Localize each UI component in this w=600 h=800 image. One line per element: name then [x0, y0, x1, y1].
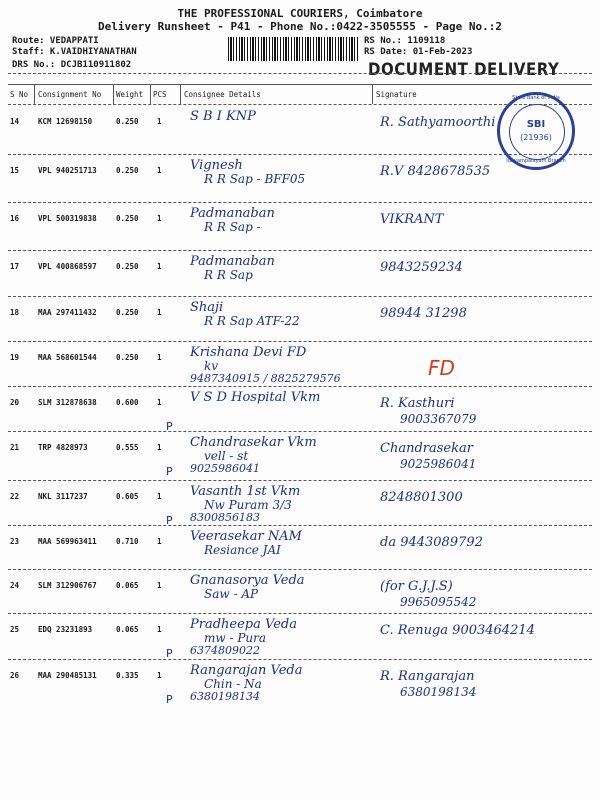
- signature-line: 9843259234: [380, 260, 463, 275]
- column-divider: [34, 84, 35, 104]
- row-sno: 20: [10, 398, 20, 407]
- row-divider: [8, 250, 592, 251]
- row-sno: 16: [10, 214, 20, 223]
- consignee-line: Resiance JAI: [204, 543, 281, 557]
- consignee-line: R R Sap - BFF05: [204, 172, 306, 186]
- consignee-line: Shaji: [190, 300, 224, 315]
- row-consignment-no: MAA 297411432: [38, 308, 97, 317]
- signature-line: R.V 8428678535: [380, 164, 491, 179]
- row-sno: 24: [10, 581, 20, 590]
- row-pcs: 1: [157, 166, 162, 175]
- row-consignment-no: SLM 312878638: [38, 398, 97, 407]
- row-pcs: 1: [157, 492, 162, 501]
- col-header-pcs: PCS: [153, 90, 167, 99]
- row-divider: [8, 659, 592, 660]
- signature-line: R. Kasthuri: [380, 396, 455, 411]
- row-consignment-no: NKL 3117237: [38, 492, 88, 501]
- row-divider: [8, 613, 592, 614]
- signature-line: da 9443089792: [380, 535, 483, 550]
- signature-line: Chandrasekar: [380, 441, 473, 456]
- row-divider: [8, 202, 592, 203]
- row-sno: 21: [10, 443, 20, 452]
- row-sno: 15: [10, 166, 20, 175]
- divider: [8, 73, 592, 74]
- row-consignment-no: VPL 400868597: [38, 262, 97, 271]
- route-label: Route: VEDAPPATI: [12, 36, 99, 46]
- row-pcs: 1: [157, 625, 162, 634]
- consignee-line: R R Sap ATF-22: [204, 314, 300, 328]
- row-weight: 0.250: [116, 353, 139, 362]
- column-divider: [372, 84, 373, 104]
- document-delivery-stamp: DOCUMENT DELIVERY: [368, 58, 560, 80]
- consignee-line: 8300856183: [190, 511, 260, 524]
- column-divider: [113, 84, 114, 104]
- consignee-line: Chin - Na: [204, 677, 262, 691]
- consignee-line: R R Sap: [204, 268, 253, 282]
- seal-ring-bottom: Idayampalayam Branch: [506, 158, 566, 164]
- proof-mark: P: [166, 693, 173, 706]
- row-divider: [8, 296, 592, 297]
- consignee-line: Veerasekar NAM: [190, 529, 302, 544]
- signature-line: 9965095542: [400, 595, 477, 609]
- row-weight: 0.710: [116, 537, 139, 546]
- row-weight: 0.605: [116, 492, 139, 501]
- row-consignment-no: KCM 12698150: [38, 117, 93, 126]
- row-pcs: 1: [157, 353, 162, 362]
- row-weight: 0.250: [116, 308, 139, 317]
- divider: [8, 104, 592, 105]
- row-sno: 25: [10, 625, 20, 634]
- signature-line: 8248801300: [380, 490, 463, 505]
- rs-number: RS No.: 1109118: [364, 36, 446, 46]
- col-header-sno: S No: [10, 90, 29, 99]
- consignee-line: Rangarajan Veda: [190, 663, 303, 678]
- signature-line: 6380198134: [400, 685, 477, 699]
- row-pcs: 1: [157, 214, 162, 223]
- consignee-line: vell - st: [204, 449, 249, 463]
- row-consignment-no: TRP 4828973: [38, 443, 88, 452]
- row-consignment-no: EDQ 23231893: [38, 625, 93, 634]
- col-header-consignment: Consignment No: [38, 90, 102, 99]
- barcode: [228, 37, 360, 61]
- fd-mark: FD: [428, 356, 455, 380]
- consignee-line: Chandrasekar Vkm: [190, 435, 317, 450]
- row-pcs: 1: [157, 671, 162, 680]
- row-weight: 0.555: [116, 443, 139, 452]
- signature-line: R. Rangarajan: [380, 669, 475, 684]
- row-sno: 19: [10, 353, 20, 362]
- consignee-line: 9025986041: [190, 462, 260, 475]
- row-divider: [8, 386, 592, 387]
- row-weight: 0.065: [116, 581, 139, 590]
- row-pcs: 1: [157, 443, 162, 452]
- consignee-line: 9487340915 / 8825279576: [190, 372, 341, 385]
- proof-mark: P: [166, 647, 173, 660]
- row-weight: 0.065: [116, 625, 139, 634]
- row-pcs: 1: [157, 537, 162, 546]
- row-weight: 0.250: [116, 262, 139, 271]
- consignee-line: Padmanaban: [190, 254, 275, 269]
- signature-line: R. Sathyamoorthi: [380, 115, 496, 130]
- row-pcs: 1: [157, 117, 162, 126]
- consignee-line: Vignesh: [190, 158, 243, 173]
- row-weight: 0.250: [116, 166, 139, 175]
- consignee-line: S B I KNP: [190, 109, 256, 124]
- proof-mark: P: [166, 514, 173, 527]
- row-consignment-no: VPL 500319838: [38, 214, 97, 223]
- consignee-line: Pradheepa Veda: [190, 617, 297, 632]
- row-sno: 14: [10, 117, 20, 126]
- page-title: THE PROFESSIONAL COURIERS, Coimbatore: [177, 7, 423, 20]
- drs-label: DRS No.: DCJB110911802: [12, 60, 132, 70]
- signature-line: (for G.J.J.S): [380, 579, 453, 594]
- column-divider: [150, 84, 151, 104]
- seal-ring-top: State Bank of India: [512, 95, 560, 101]
- consignee-line: Gnanasorya Veda: [190, 573, 305, 588]
- consignee-line: Krishana Devi FD: [190, 345, 307, 360]
- signature-line: 9025986041: [400, 457, 477, 471]
- row-sno: 22: [10, 492, 20, 501]
- row-consignment-no: MAA 569963411: [38, 537, 97, 546]
- consignee-line: Vasanth 1st Vkm: [190, 484, 301, 499]
- col-header-signature: Signature: [376, 90, 417, 99]
- signature-line: C. Renuga 9003464214: [380, 623, 535, 638]
- row-consignment-no: VPL 940251713: [38, 166, 97, 175]
- row-weight: 0.600: [116, 398, 139, 407]
- consignee-line: 6374809022: [190, 644, 260, 657]
- sbi-logo: SBI: [526, 119, 546, 130]
- signature-line: 9003367079: [400, 412, 477, 426]
- row-divider: [8, 341, 592, 342]
- row-sno: 17: [10, 262, 20, 271]
- consignee-line: V S D Hospital Vkm: [190, 390, 321, 405]
- consignee-line: Padmanaban: [190, 206, 275, 221]
- row-sno: 26: [10, 671, 20, 680]
- signature-line: VIKRANT: [380, 212, 444, 227]
- consignee-line: mw - Pura: [204, 631, 267, 645]
- row-weight: 0.250: [116, 117, 139, 126]
- bank-seal: [497, 92, 575, 170]
- runsheet-subtitle: Delivery Runsheet - P41 - Phone No.:0422-3505555 - Page No.:2: [98, 20, 502, 33]
- signature-line: 98944 31298: [380, 306, 467, 321]
- row-consignment-no: SLM 312906767: [38, 581, 97, 590]
- column-divider: [180, 84, 181, 104]
- row-weight: 0.335: [116, 671, 139, 680]
- branch-code: (21936): [520, 133, 552, 142]
- row-consignment-no: MAA 568601544: [38, 353, 97, 362]
- row-divider: [8, 431, 592, 432]
- staff-label: Staff: K.VAIDHIYANATHAN: [12, 47, 137, 57]
- row-pcs: 1: [157, 398, 162, 407]
- row-consignment-no: MAA 290485131: [38, 671, 97, 680]
- row-pcs: 1: [157, 581, 162, 590]
- col-header-weight: Weight: [116, 90, 144, 99]
- proof-mark: P: [166, 420, 173, 433]
- row-sno: 23: [10, 537, 20, 546]
- consignee-line: Nw Puram 3/3: [204, 498, 292, 512]
- rs-date: RS Date: 01-Feb-2023: [364, 47, 473, 57]
- consignee-line: R R Sap -: [204, 220, 261, 234]
- row-weight: 0.250: [116, 214, 139, 223]
- divider: [8, 84, 592, 85]
- row-divider: [8, 569, 592, 570]
- row-divider: [8, 480, 592, 481]
- col-header-consignee: Consignee Details: [184, 90, 261, 99]
- consignee-line: kv: [204, 359, 219, 373]
- consignee-line: Saw - AP: [204, 587, 259, 601]
- row-pcs: 1: [157, 262, 162, 271]
- proof-mark: P: [166, 465, 173, 478]
- row-divider: [8, 525, 592, 526]
- row-sno: 18: [10, 308, 20, 317]
- row-pcs: 1: [157, 308, 162, 317]
- consignee-line: 6380198134: [190, 690, 260, 703]
